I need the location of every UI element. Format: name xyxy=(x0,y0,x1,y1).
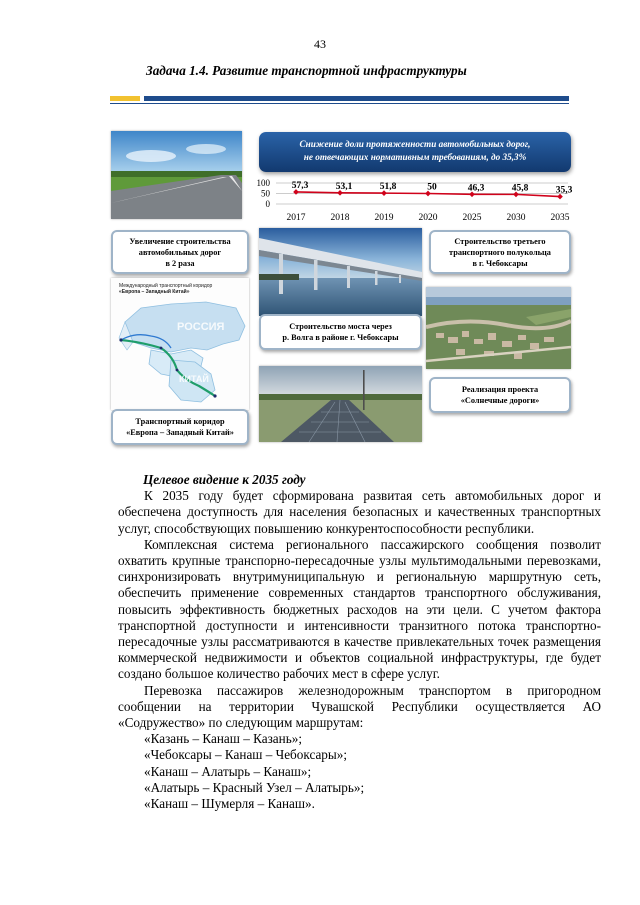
callout-roads-l3: в 2 раза xyxy=(165,258,195,268)
road-photo xyxy=(111,131,242,219)
page-number: 43 xyxy=(314,37,326,51)
chart-ytick-label: 50 xyxy=(261,188,270,199)
paragraph-1: К 2035 году будет сформирована развитая сеть автомобильных дорог и обеспечена доступность для населения безопасных и качественных транспортных услуг, способствующих повышению конкурентоспособности республики. xyxy=(118,488,601,536)
route-item: «Канаш – Алатырь – Канаш»; xyxy=(144,763,312,779)
callout-bridge-l1: Строительство моста через xyxy=(289,322,392,331)
map-title-2: «Европа – Западный Китай» xyxy=(119,289,190,295)
chart-data-label: 53,1 xyxy=(335,181,353,192)
chart-xtick-label: 2018 xyxy=(330,213,350,223)
map-label-china: КИТАЙ xyxy=(179,374,209,384)
callout-corridor-l2: «Европа – Западный Китай» xyxy=(126,428,234,437)
callout-roads-l1: Увеличение строительства xyxy=(129,236,231,246)
paragraph-3: Перевозка пассажиров железнодорожным транспортом в пригородном сообщении на территории Чувашской Республики осуществляется АО «Содружество» по следующим маршрутам: xyxy=(118,682,601,731)
chart-ytick-label: 0 xyxy=(265,199,270,209)
task-title: Задача 1.4. Развитие транспортной инфраструктуры xyxy=(146,63,467,78)
corridor-map xyxy=(111,278,249,410)
chart-data-label: 35,3 xyxy=(555,185,573,196)
bridge-photo xyxy=(259,228,422,316)
city-aerial-photo xyxy=(426,287,571,369)
route-item: «Алатырь – Красный Узел – Алатырь»; xyxy=(144,779,365,795)
header-rule-blue xyxy=(144,96,569,101)
callout-ring-l2: транспортного полукольца xyxy=(449,247,551,257)
callout-corridor-l1: Транспортный коридор xyxy=(135,417,225,426)
route-item: «Казань – Канаш – Казань»; xyxy=(144,731,302,747)
banner-line1: Снижение доли протяженности автомобильных дорог, xyxy=(299,139,531,149)
chart-xtick-label: 2017 xyxy=(286,213,306,223)
chart-xtick-label: 2030 xyxy=(506,213,526,223)
vision-title: Целевое видение к 2035 году xyxy=(143,472,306,487)
map-label-russia: РОССИЯ xyxy=(177,321,225,333)
chart-xtick-label: 2019 xyxy=(374,213,394,223)
callout-solar-l1: Реализация проекта xyxy=(461,385,539,394)
chart-data-label: 50 xyxy=(427,182,437,193)
route-item: «Чебоксары – Канаш – Чебоксары»; xyxy=(144,747,348,763)
callout-solar xyxy=(429,377,571,413)
callout-roads xyxy=(111,230,249,274)
map-title-1: Международный транспортный коридор xyxy=(119,283,213,289)
road-share-chart xyxy=(248,170,578,226)
chart-xtick-label: 2035 xyxy=(550,213,570,223)
chart-data-label: 51,8 xyxy=(379,182,397,193)
chart-xtick-label: 2025 xyxy=(462,213,482,223)
callout-roads-l2: автомобильных дорог xyxy=(138,247,222,257)
callout-solar-l2: «Солнечные дороги» xyxy=(460,396,540,405)
header-rule-thin xyxy=(110,103,569,104)
callout-corridor xyxy=(111,409,249,445)
chart-data-label: 46,3 xyxy=(467,183,485,194)
paragraph-2: Комплексная система регионального пассажирского сообщения позволит охватить крупные транспорно-пересадочные узлы мультимодальными перевозками, синхронизировать внутримуниципальную и региональную маршрутную сеть, обеспечить применение современных стандартов транспортного обслуживания, повысить эффективность бюджетных расходов на эти цели. С учетом фактора транспортной доступности и интенсивности транзитного потока транспортно-пересадочные узлы рассматриваются в качестве привлекательных точек размещения коммерческой недвижимости и объектов социальной инфраструктуры, где будет создано большое количество рабочих мест в сфере услуг. xyxy=(118,536,601,682)
callout-bridge-l2: р. Волга в районе г. Чебоксары xyxy=(282,333,399,342)
chart-data-label: 57,3 xyxy=(291,180,309,191)
callout-ring-l1: Строительство третьего xyxy=(454,236,546,246)
route-item: «Канаш – Шумерля – Канаш». xyxy=(144,796,315,812)
callout-ring-l3: в г. Чебоксары xyxy=(472,258,528,268)
callout-ring xyxy=(429,230,571,274)
body-text xyxy=(118,472,601,812)
solar-road-photo xyxy=(259,366,422,442)
chart-xtick-label: 2020 xyxy=(418,213,438,223)
target-banner xyxy=(259,132,571,172)
chart-ytick-label: 100 xyxy=(256,178,270,188)
header-rule-gold xyxy=(110,96,140,101)
chart-data-label: 45,8 xyxy=(511,183,529,194)
banner-line2: не отвечающих нормативным требованиям, до 35,3% xyxy=(303,152,527,162)
callout-bridge xyxy=(259,314,422,350)
